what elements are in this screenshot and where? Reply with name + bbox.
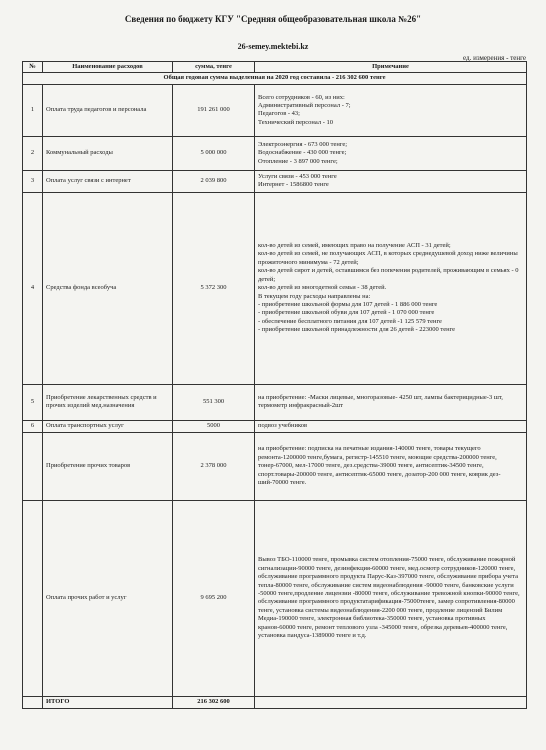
row-note: на приобретение: -Маски лицевые, многоразовые- 4250 шт, лампы бактерицидные-3 шт, термометр инфракрасный-2шт [255,384,527,420]
row-sum: 191 261 000 [173,84,255,136]
total-summary: Общая годовая сумма выделенная на 2020 год составила - 216 302 600 тенге [23,73,527,84]
row-sum: 2 378 000 [173,432,255,500]
row-name: Оплата прочих работ и услуг [43,500,173,696]
row-num: 1 [23,84,43,136]
row-note: Вывоз ТБО-110000 тенге, промывка систем отопления-75000 тенге, обслуживание пожарной сигнализации-90000 тенге, дезинфекция-60000 тенге, мед.осмотр сотрудников-120000 тенге, обслуживание программного продукта Парус-Каз-397000 тенге, обслуживание прибора учета тепла-80000 тенге, обслуживание систем видеонаблюдения -90000 тенге, банковские услуги -50000 тенге,продление лицензии -80000 тенге, обслуживание тревожной кнопки-90000 тенге, обслуживание программного продуктатарификация-75000тенге, замер сопротивления-80000 тенге, установка системы видеонаблюдения-2200 000 тенге, продление лицензий Билим Медиа-190000 тенге, электронная библиотека-350000 тенге, установка противных кранов-60000 тенге, ремонт теплового узла -345000 тенге, обрезка деревьев-400000 тенге, установка пандуса-1389000 тенге и т.д. [255,500,527,696]
row-name: Оплата транспортных услуг [43,420,173,432]
row-name: Оплата услуг связи с интернет [43,170,173,192]
row-note: Электроэнергия - 673 000 тенге; Водоснабжение - 430 000 тенге; Отопление - 3 897 000 тенге; [255,136,527,170]
table-header-row [23,62,527,73]
header-sum: сумма, тенге [173,62,255,73]
row-sum: 551 300 [173,384,255,420]
table-row [23,432,527,500]
row-note: Всего сотрудников - 60, из них: Административный персонал - 7; Педагогов - 43; Технический персонал - 10 [255,84,527,136]
row-sum: 5 372 300 [173,192,255,384]
document-title: Сведения по бюджету КГУ "Средняя общеобразовательная школа №26" [124,14,422,24]
total-summary-row [23,73,527,84]
row-num: 5 [23,384,43,420]
row-sum: 5 000 000 [173,136,255,170]
row-num: 6 [23,420,43,432]
row-num: 3 [23,170,43,192]
table-row [23,136,527,170]
table-footer-row [23,696,527,708]
header-num: № [23,62,43,73]
row-name: Приобретение прочих товаров [43,432,173,500]
row-note: Услуги связи - 453 000 тенге Интернет - 1586800 тенге [255,170,527,192]
table-row [23,500,527,696]
budget-table [22,61,527,709]
row-sum: 9 695 200 [173,500,255,696]
row-name: Оплата труда педагогов и персонала [43,84,173,136]
row-sum: 5000 [173,420,255,432]
unit-label: ед. измерения - тенге [463,54,526,62]
table-row [23,84,527,136]
row-name: Средства фонда всеобуча [43,192,173,384]
table-row [23,384,527,420]
table-row [23,192,527,384]
header-name: Наименование расходов [43,62,173,73]
footer-num [23,696,43,708]
row-num: 4 [23,192,43,384]
footer-sum: 216 302 600 [173,696,255,708]
row-sum: 2 039 800 [173,170,255,192]
row-name: Приобретение лекарственных средств и прочих изделий мед.назначения [43,384,173,420]
table-row [23,170,527,192]
row-note: кол-во детей из семей, имеющих право на получение АСП - 31 детей; кол-во детей из семей, не получающих АСП, в которых среднедушевой доход ниже величины прожиточного минимума - 72 детей; кол-во детей сирот и детей, оставшимся без попечения родителей, проживающим в семьях - 0 детей; кол-во детей из многодетной семьи - 38 детей. В текущем году расходы направлены на: - приобретение школьной формы для 107 детей - 1 886 000 тенге - приобретение школьной обуви для 107 детей - 1 070 000 тенге - обеспечение бесплатного питания для 107 детей -1 125 579 тенге - приобретение школьной принадлежности для 26 детей - 223000 тенге [255,192,527,384]
row-num: 2 [23,136,43,170]
table-row [23,420,527,432]
row-note: на приобретение: подписка на печатные издания-140000 тенге, товары текущего ремонта-1200000 тенге,бумага, регистр-145510 тенге, моющие средства-200000 тенге, тонер-67000, мел-17000 тенге, дез.средства-39000 тенге, антисептик-34500 тенге, спорт.товары-200000 тенге, антисептик-65000 тенге, дозатор-200 000 тенге, коврик дез-ший-70000 тенге. [255,432,527,500]
row-name: Коммунальный расходы [43,136,173,170]
row-num [23,500,43,696]
site-url: 26-semey.mektebi.kz [237,42,309,51]
row-num [23,432,43,500]
footer-label: ИТОГО [43,696,173,708]
header-note: Примечание [255,62,527,73]
footer-note [255,696,527,708]
row-note: подвоз учебников [255,420,527,432]
